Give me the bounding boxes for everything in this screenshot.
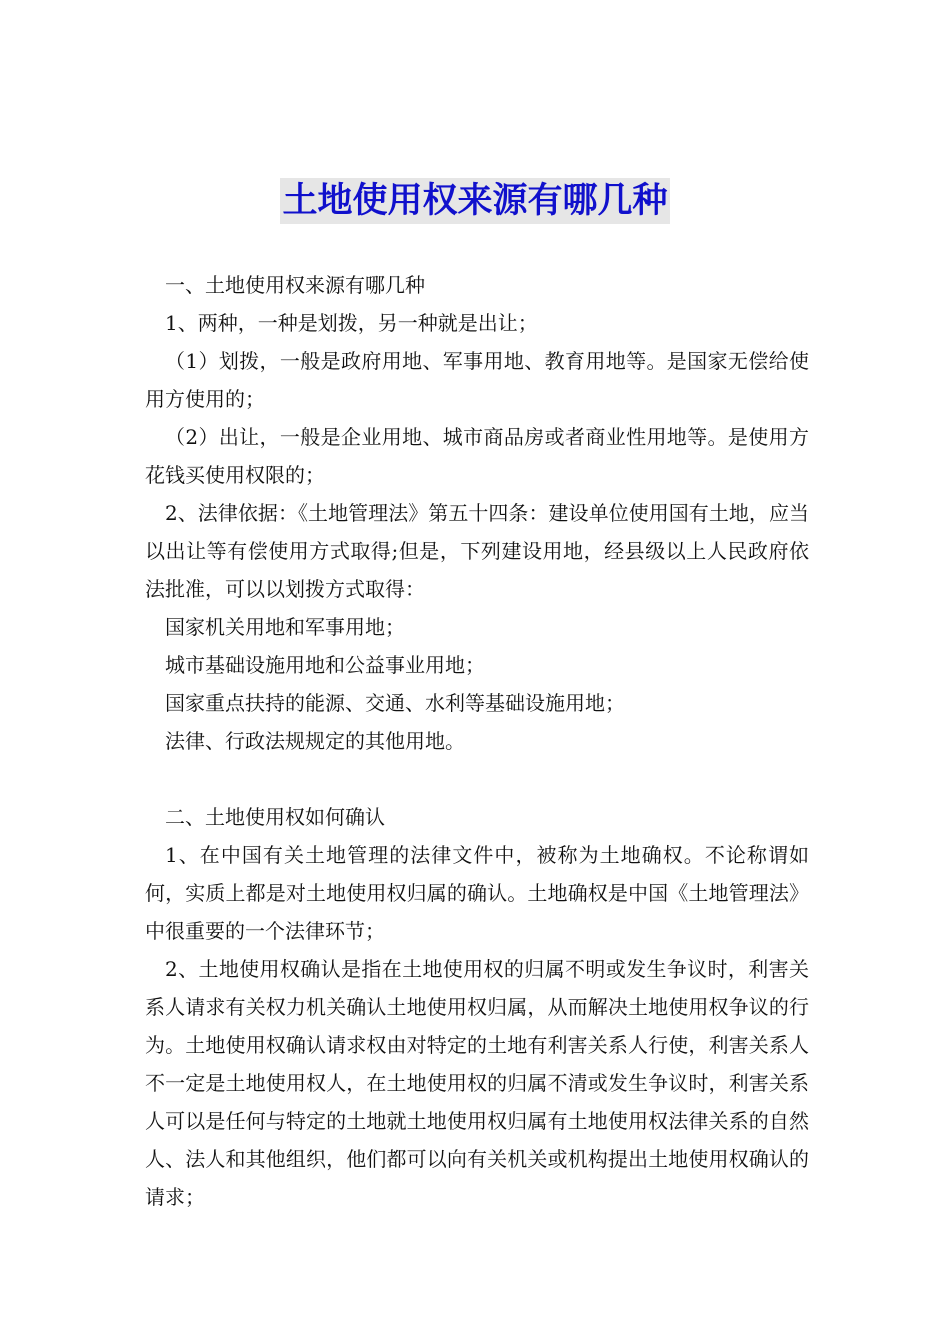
section1-paragraph-1: 1、两种，一种是划拨，另一种就是出让； bbox=[165, 311, 538, 335]
section1-paragraph-2: （1）划拨，一般是政府用地、军事用地、教育用地等。是国家无偿给使用方使用的； bbox=[145, 349, 809, 411]
section1-heading: 一、土地使用权来源有哪几种 bbox=[165, 273, 425, 297]
title-container bbox=[0, 178, 950, 224]
document-title: 土地使用权来源有哪几种 bbox=[280, 178, 669, 224]
list-item: 国家机关用地和军事用地； bbox=[165, 615, 405, 639]
document-body bbox=[145, 266, 809, 1216]
section-spacer bbox=[145, 760, 809, 798]
section2-paragraph-1: 1、在中国有关土地管理的法律文件中，被称为土地确权。不论称谓如何，实质上都是对土地使用权归属的确认。土地确权是中国《土地管理法》中很重要的一个法律环节； bbox=[145, 843, 809, 943]
section2-heading: 二、土地使用权如何确认 bbox=[165, 805, 385, 829]
list-item: 法律、行政法规规定的其他用地。 bbox=[165, 729, 465, 753]
section1-paragraph-4: 2、法律依据：《土地管理法》第五十四条：建设单位使用国有土地，应当以出让等有偿使用方式取得;但是，下列建设用地，经县级以上人民政府依法批准，可以以划拨方式取得： bbox=[145, 501, 809, 601]
list-item: 国家重点扶持的能源、交通、水利等基础设施用地； bbox=[165, 691, 625, 715]
list-item: 城市基础设施用地和公益事业用地； bbox=[165, 653, 485, 677]
section2-paragraph-2: 2、土地使用权确认是指在土地使用权的归属不明或发生争议时，利害关系人请求有关权力机关确认土地使用权归属，从而解决土地使用权争议的行为。土地使用权确认请求权由对特定的土地有利害关系人行使，利害关系人不一定是土地使用权人，在土地使用权的归属不清或发生争议时，利害关系人可以是任何与特定的土地就土地使用权归属有土地使用权法律关系的自然人、法人和其他组织，他们都可以向有关机关或机构提出土地使用权确认的请求； bbox=[145, 957, 809, 1209]
section1-paragraph-3: （2）出让，一般是企业用地、城市商品房或者商业性用地等。是使用方花钱买使用权限的； bbox=[145, 425, 809, 487]
